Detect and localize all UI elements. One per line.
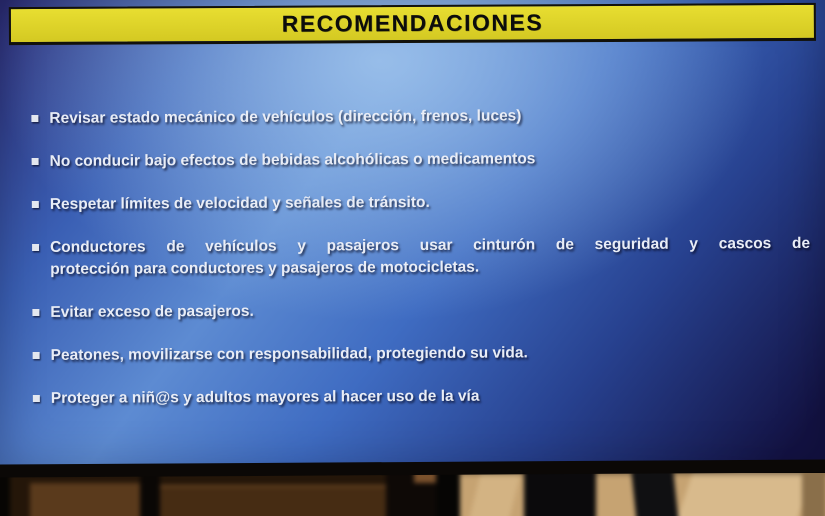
bullet-text: Revisar estado mecánico de vehículos (dirección, frenos, luces) (49, 107, 522, 127)
bullet-text: No conducir bajo efectos de bebidas alcohólicas o medicamentos (49, 150, 536, 170)
bullet-text: Conductores de vehículos y pasajeros usar cinturón de seguridad y cascos de protección para conductores y pasajeros de motocicletas. (50, 234, 811, 278)
furniture-panel (160, 487, 386, 516)
room-edge-shadow (802, 473, 825, 516)
bullet-square-icon (32, 308, 39, 315)
bullet-square-icon (32, 158, 39, 165)
silhouette (524, 473, 596, 516)
title-banner (9, 3, 816, 45)
screen-stand-leg (436, 473, 460, 516)
bullet-square-icon (33, 394, 40, 401)
list-item (30, 297, 810, 323)
bullet-list (29, 104, 811, 431)
slide-title: RECOMENDACIONES (281, 9, 544, 37)
silhouette (631, 473, 679, 516)
list-item (29, 104, 809, 130)
bullet-text: Evitar exceso de pasajeros. (50, 302, 254, 321)
furniture-panel (30, 483, 140, 516)
bullet-square-icon (32, 201, 39, 208)
bullet-text: Peatones, movilizarse con responsabilidad, protegiendo su vida. (50, 343, 528, 364)
bullet-square-icon (33, 351, 40, 358)
list-item (31, 340, 811, 366)
furniture-leg (0, 473, 10, 516)
furniture-leg (140, 473, 160, 516)
list-item (30, 147, 810, 173)
bullet-square-icon (32, 244, 39, 251)
room-background (0, 473, 825, 516)
bullet-text: Proteger a niñ@s y adultos mayores al hacer uso de la vía (50, 387, 480, 407)
bullet-square-icon (31, 115, 38, 122)
room-floor-highlight (675, 473, 813, 516)
bullet-text: Respetar límites de velocidad y señales de tránsito. (49, 193, 430, 213)
list-item (30, 233, 810, 280)
list-item (31, 383, 811, 409)
list-item (30, 190, 810, 216)
room-blur-layer (0, 473, 825, 516)
